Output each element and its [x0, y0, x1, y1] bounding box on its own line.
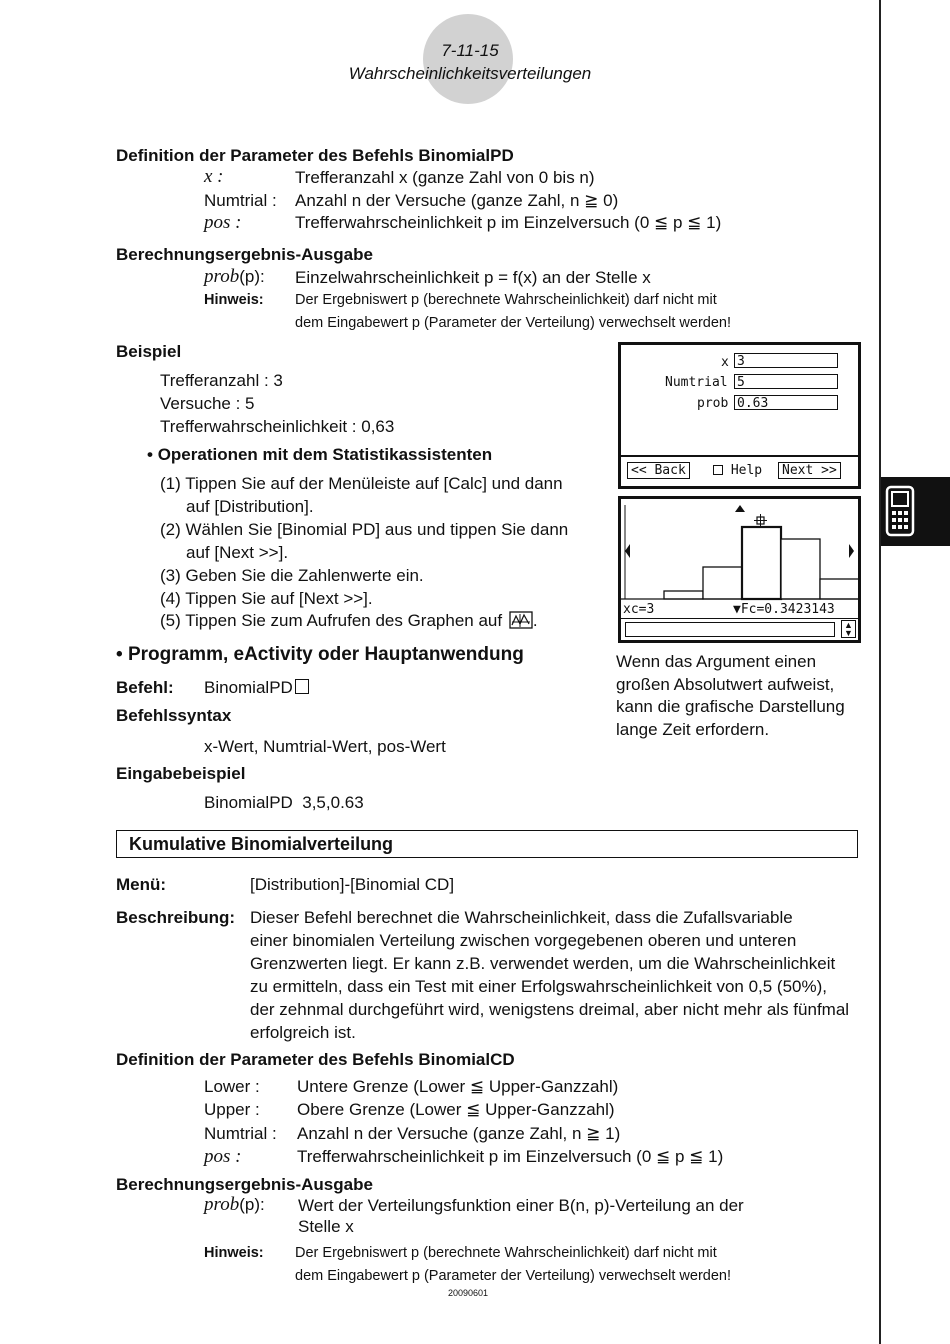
step-2: (2) Wählen Sie [Binomial PD] aus und tippen Sie dann: [160, 520, 569, 539]
param-name-numtrial: Numtrial :: [204, 1124, 277, 1143]
description-line: der zehnmal durchgeführt wird, wenigstens dreimal, aber nicht mehr als fünfmal: [250, 1000, 850, 1019]
step-1-cont: auf [Distribution].: [186, 497, 314, 516]
param-name-numtrial: Numtrial :: [204, 191, 277, 210]
param-desc-numtrial: Anzahl n der Versuche (ganze Zahl, n ≧ 0): [295, 191, 619, 210]
field-label-x: x: [721, 355, 729, 370]
section-heading-binomialcd-params: Definition der Parameter des Befehls BinomialCD: [116, 1050, 515, 1069]
input-numtrial[interactable]: 5: [734, 374, 838, 389]
note-label: Hinweis:: [204, 1245, 264, 1261]
description-text: [250, 906, 860, 1044]
note-line-2: dem Eingabewert p (Parameter der Verteilung) verwechselt werden!: [295, 1268, 732, 1284]
input-x[interactable]: 3: [734, 353, 838, 368]
output-name: prob(p):: [204, 266, 265, 287]
step-2-cont: auf [Next >>].: [186, 543, 289, 562]
next-button[interactable]: Next >>: [778, 462, 841, 479]
description-line: zu ermitteln, dass ein Test mit einer Erfolgswahrscheinlichkeit von 0,5 (50%),: [250, 977, 827, 996]
input-example-heading: Eingabebeispiel: [116, 764, 246, 783]
param-name-pos: pos :: [204, 1146, 242, 1167]
param-name-pos: pos :: [204, 212, 242, 233]
status-xc: xc=3: [623, 602, 655, 617]
example-heading: Beispiel: [116, 342, 182, 361]
section-heading-output: Berechnungsergebnis-Ausgabe: [116, 245, 373, 264]
graph-icon: [509, 611, 533, 629]
divider: [621, 455, 858, 457]
output-desc-line-1: Wert der Verteilungsfunktion einer B(n, p)-Verteilung an der: [298, 1196, 744, 1215]
param-name-lower: Lower :: [204, 1077, 260, 1096]
syntax-value: x-Wert, Numtrial-Wert, pos-Wert: [204, 737, 446, 756]
histogram-bar: [703, 567, 742, 599]
chapter-tab: [881, 477, 950, 546]
footer-code: 20090601: [448, 1288, 489, 1298]
cursor-icon: [754, 514, 767, 527]
description-line: Dieser Befehl berechnet die Wahrscheinlichkeit, dass die Zufallsvariable: [250, 908, 793, 927]
example-line: Trefferanzahl : 3: [160, 371, 283, 390]
calculator-icon: [885, 485, 915, 537]
note-line-1: Der Ergebniswert p (berechnete Wahrscheinlichkeit) darf nicht mit: [295, 1245, 717, 1261]
side-note-line: lange Zeit erfordern.: [616, 720, 770, 739]
chapter-title: Wahrscheinlichkeitsverteilungen: [348, 64, 592, 83]
side-note-line: kann die grafische Darstellung: [616, 697, 845, 716]
param-desc-x: Trefferanzahl x (ganze Zahl von 0 bis n): [295, 168, 595, 187]
command-input[interactable]: [625, 622, 835, 637]
description-line: erfolgreich ist.: [250, 1023, 356, 1042]
section-title: Kumulative Binomialverteilung: [129, 834, 394, 854]
ops-heading: • Operationen mit dem Statistikassistenten: [147, 445, 493, 464]
step-3: (3) Geben Sie die Zahlenwerte ein.: [160, 566, 424, 585]
section-heading-cd-output: Berechnungsergebnis-Ausgabe: [116, 1175, 373, 1194]
param-desc-pos: Trefferwahrscheinlichkeit p im Einzelversuch (0 ≦ p ≦ 1): [295, 213, 722, 232]
margin-rule: [879, 0, 881, 1344]
field-label-numtrial: Numtrial: [665, 375, 728, 390]
histogram-bar: [781, 539, 820, 599]
histogram-bar: [664, 591, 703, 599]
param-name-x: x :: [204, 166, 224, 187]
space-symbol-icon: [295, 679, 309, 694]
field-label-prob: prob: [697, 396, 729, 411]
note-line-2: dem Eingabewert p (Parameter der Verteilung) verwechselt werden!: [295, 315, 732, 331]
status-fc: ▼Fc=0.3423143: [733, 602, 835, 617]
divider: [621, 618, 858, 619]
description-label: Beschreibung:: [116, 908, 236, 927]
step-1: (1) Tippen Sie auf der Menüleiste auf [Calc] und dann: [160, 474, 563, 493]
program-heading: • Programm, eActivity oder Hauptanwendung: [116, 644, 524, 665]
example-line: Versuche : 5: [160, 394, 255, 413]
up-arrow-icon: [735, 505, 745, 512]
example-line: Trefferwahrscheinlichkeit : 0,63: [160, 417, 395, 436]
calculator-screen-input: [618, 342, 861, 489]
syntax-heading: Befehlssyntax: [116, 706, 232, 725]
befehl-value: BinomialPD: [204, 678, 309, 698]
help-checkbox[interactable]: Help: [713, 464, 762, 478]
scroll-arrows-icon[interactable]: ▲ ▼: [841, 620, 856, 638]
menu-value: [Distribution]-[Binomial CD]: [250, 875, 455, 894]
param-name-upper: Upper :: [204, 1100, 260, 1119]
step-5: (5) Tippen Sie zum Aufrufen des Graphen auf .: [160, 611, 538, 630]
output-name: prob(p):: [204, 1194, 265, 1215]
param-desc-pos: Trefferwahrscheinlichkeit p im Einzelversuch (0 ≦ p ≦ 1): [297, 1147, 724, 1166]
description-line: einer binomialen Verteilung zwischen vorgegebenen oberen und unteren: [250, 931, 797, 950]
step-4: (4) Tippen Sie auf [Next >>].: [160, 589, 373, 608]
menu-label: Menü:: [116, 875, 167, 894]
checkbox-icon: [713, 465, 723, 475]
right-arrow-icon: [849, 544, 854, 558]
left-arrow-icon: [625, 544, 630, 558]
befehl-label: Befehl:: [116, 678, 174, 697]
input-prob[interactable]: 0.63: [734, 395, 838, 410]
section-heading-binomialpd-params: Definition der Parameter des Befehls BinomialPD: [116, 146, 514, 165]
input-example-value: BinomialPD 3,5,0.63: [204, 793, 364, 812]
section-box: [116, 830, 858, 858]
param-desc-numtrial: Anzahl n der Versuche (ganze Zahl, n ≧ 1): [297, 1124, 621, 1143]
output-desc: Einzelwahrscheinlichkeit p = f(x) an der Stelle x: [295, 268, 651, 287]
param-desc-lower: Untere Grenze (Lower ≦ Upper-Ganzzahl): [297, 1077, 619, 1096]
histogram-bar: [820, 579, 858, 599]
description-line: Grenzwerten liegt. Er kann z.B. verwendet werden, um die Wahrscheinlichkeit: [250, 954, 836, 973]
note-line-1: Der Ergebniswert p (berechnete Wahrscheinlichkeit) darf nicht mit: [295, 292, 717, 308]
side-note-line: großen Absolutwert aufweist,: [616, 675, 835, 694]
note-label: Hinweis:: [204, 292, 264, 308]
calculator-screen-graph: [618, 496, 861, 643]
back-button[interactable]: << Back: [627, 462, 690, 479]
page-number: 7-11-15: [441, 41, 499, 60]
output-desc-line-2: Stelle x: [298, 1217, 354, 1236]
histogram-bar: [742, 527, 781, 599]
side-note-line: Wenn das Argument einen: [616, 652, 817, 671]
param-desc-upper: Obere Grenze (Lower ≦ Upper-Ganzzahl): [297, 1100, 615, 1119]
